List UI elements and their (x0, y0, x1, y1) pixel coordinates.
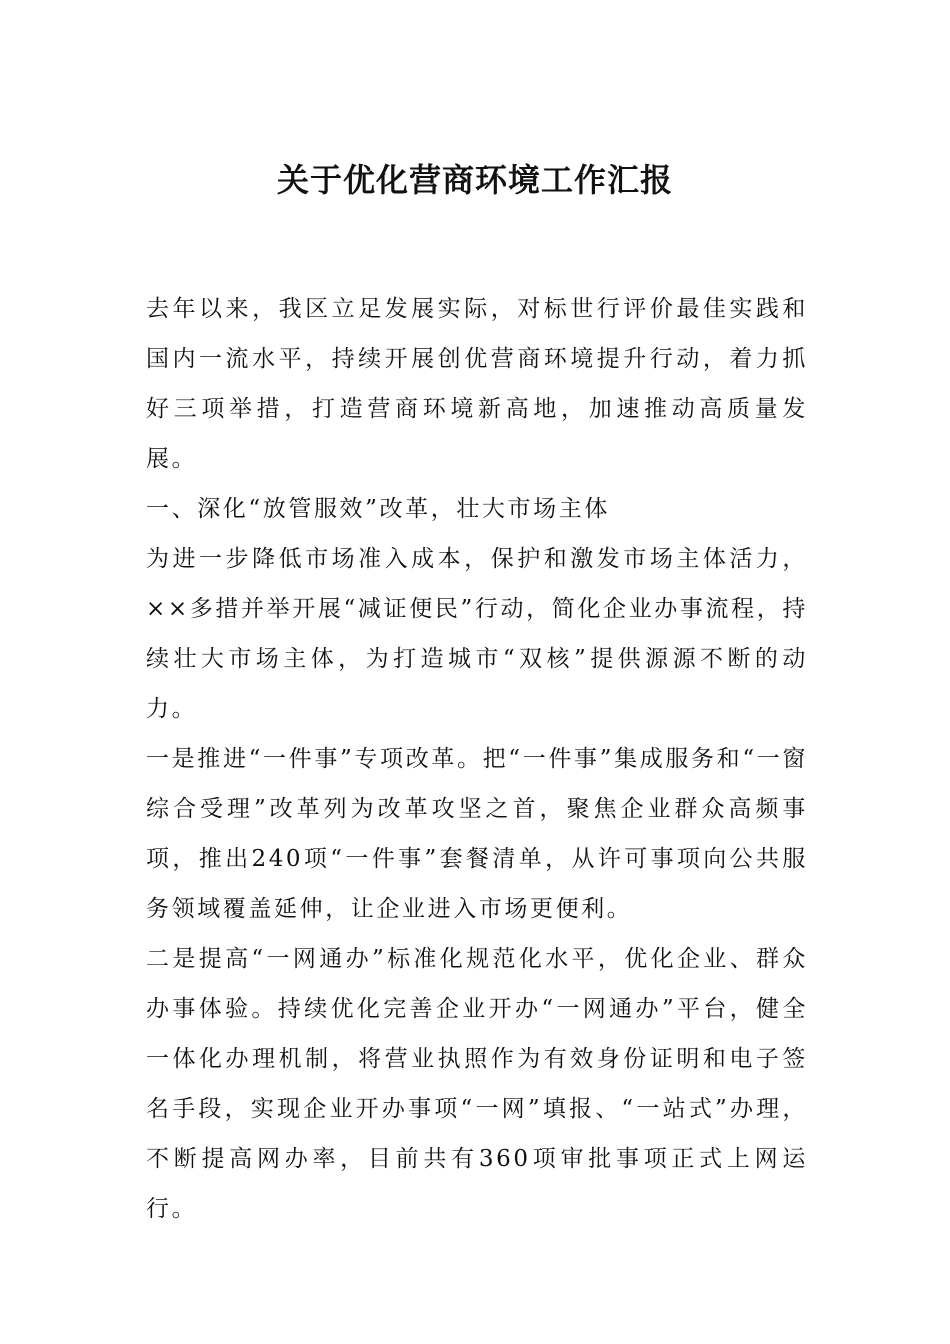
paragraph-measure-2: 二是提高“一网通办”标准化规范化水平，优化企业、群众办事体验。持续优化完善企业开办“一网通办”平台，健全一体化办理机制，将营业执照作为有效身份证明和电子签名手段，实现企业开办事项“一网”填报、“一站式”办理，不断提高网办率，目前共有360项审批事项正式上网运行。 (146, 946, 808, 1222)
document-title: 关于优化营商环境工作汇报 (276, 161, 673, 199)
paragraph-measure-1: 一是推进“一件事”专项改革。把“一件事”集成服务和“一窗综合受理”改革列为改革攻坚之首，聚焦企业群众高频事项，推出240项“一件事”套餐清单，从许可事项向公共服务领域覆盖延伸，让企业进入市场更便利。 (146, 746, 808, 922)
paragraph-intro: 去年以来，我区立足发展实际，对标世行评价最佳实践和国内一流水平，持续开展创优营商环境提升行动，着力抓好三项举措，打造营商环境新高地，加速推动高质量发展。 (146, 296, 808, 472)
section-heading-1: 一、深化“放管服效”改革，壮大市场主体 (146, 496, 610, 522)
document-body (146, 284, 808, 1234)
paragraph-section-1-intro: 为进一步降低市场准入成本，保护和激发市场主体活力，××多措并举开展“减证便民”行动，简化企业办事流程，持续壮大市场主体，为打造城市“双核”提供源源不断的动力。 (146, 546, 808, 722)
